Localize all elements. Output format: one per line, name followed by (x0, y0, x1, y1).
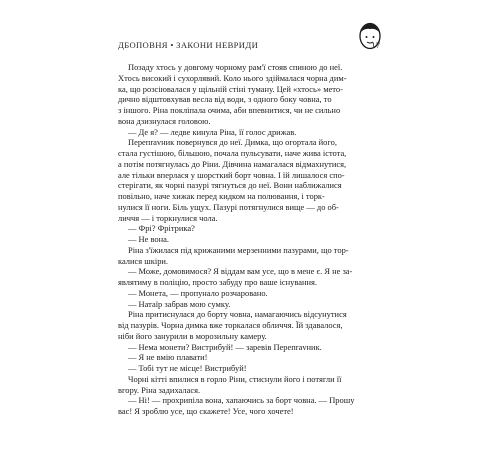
text-line: Позаду хтось у довгому чорному рам'ї стояв спиною до неї. (128, 62, 343, 72)
text-line: але тільки вперлася у шорсткий борт човна. І їй лишалося спо- (118, 169, 345, 180)
text-line: — Тобі тут не місце! Вистрибуй! (128, 363, 247, 373)
text-line: Чорні кітті впилися в горло Ріни, стиснули його і потягли її (128, 373, 342, 384)
text-line: — Монета, — пропунало розчаровано. (128, 287, 268, 298)
text-line: — Нема монети? Вистрибуй! — заревів Перепravник. (128, 341, 322, 352)
page-number: 17 (371, 40, 380, 50)
text-line: калися шкіри. (118, 255, 169, 266)
text-line: — Може, домовимося? Я віддам вам усе, що в мене є. Я не за- (128, 266, 353, 277)
body-text (118, 62, 380, 437)
text-line: — Натаїр забрав мою сумку. (128, 298, 231, 309)
text-line: нулися її ноги. Біль ущух. Пазурі потягнулися вище — до об- (118, 201, 339, 212)
text-line: Ріна притиснулася до борту човна, намагаючись відсунутися (128, 309, 347, 320)
text-line: ка, що розсіювалася у щільній стіні туману. Цей «хтось» мето- (118, 83, 343, 94)
text-line: з іншого. Ріна покліпала очима, аби впевнитися, чи не сильно (118, 105, 341, 115)
running-head: ДБОПОВНЯ • ЗАКОНИ НЕВРИДИ (118, 40, 259, 50)
text-line: вона дзизнулася головою. (118, 115, 211, 126)
text-line: — Фрі? Фрітрика? (128, 223, 195, 234)
text-line: повільно, наче хижак перед кидком на полювання, і торк- (118, 191, 325, 201)
text-line: являтиму в поліцію, просто забуду про ваше існування. (118, 277, 318, 287)
text-line: Перепravник повернувся до неї. Димка, що огортала його, (128, 137, 337, 148)
text-line: личчя — і торкнулися чола. (118, 212, 218, 223)
text-line: стала густішою, більшою, почала пульсувати, наче жива істота, (118, 148, 347, 158)
text-line: — Я не вмію плавати! (128, 352, 208, 363)
page-header (118, 38, 380, 52)
text-line: — Де я? — ледве кинула Ріна, її голос дрижав. (128, 126, 297, 137)
text-line: а потім потягнулась до Ріни. Дівчина намагалася відмахнутися, (118, 158, 347, 169)
text-line: стерігати, як чорні пазурі тягнуться до неї. Вони наближалися (118, 180, 342, 191)
text-line: вас! Я зроблю усе, що скажете! Усе, чого хочете! (118, 406, 294, 416)
text-line: вгору. Ріна задихалася. (118, 384, 201, 395)
text-line: Хтось високий і сухорлявий. Коло нього здіймалася чорна дим- (118, 72, 347, 83)
text-line: від пазурів. Чорна димка вже торкалася обличчя. Їй здавалося, (118, 320, 343, 330)
text-line: дично відштовхував весла від води, з одного боку човна, то (118, 94, 332, 105)
text-line: — Ні! — прохрипіла вона, хапаючись за борт човна. — Прошу (128, 395, 355, 406)
text-line: ніби його занурили в морозильну камеру. (118, 330, 267, 341)
text-line: Ріна з'їжилася під крижаними мерзенними пазурами, що тор- (128, 244, 349, 255)
text-line: — Не вона. (128, 234, 170, 244)
